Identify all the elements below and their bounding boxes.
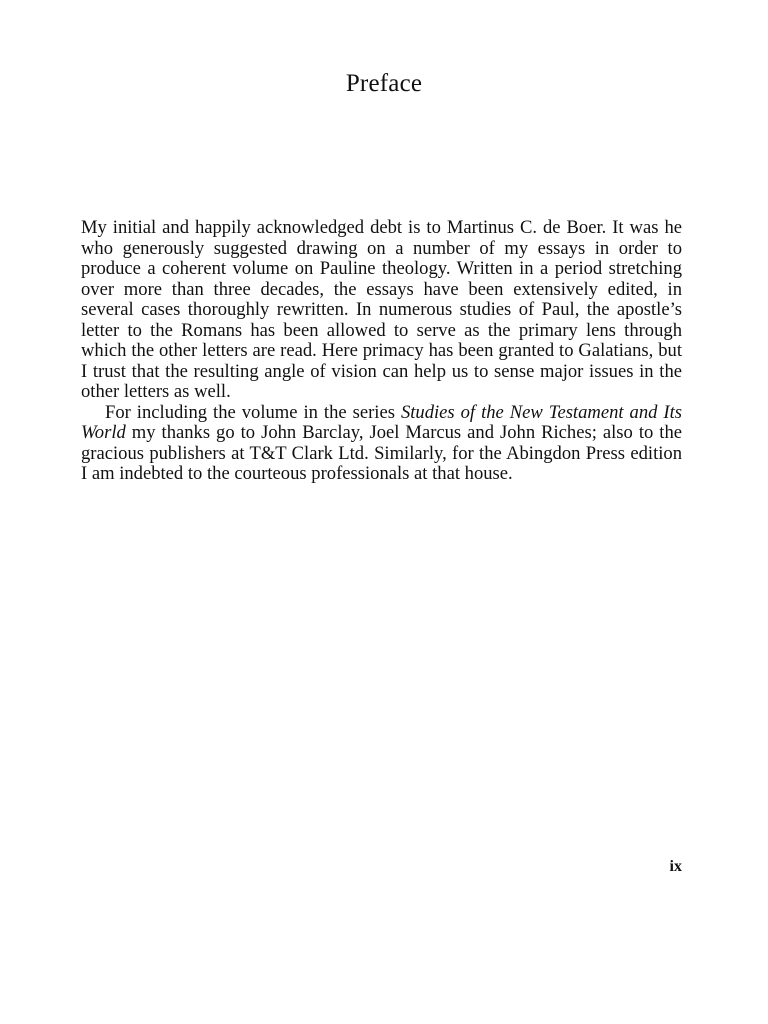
thanks-text: my thanks go to John Barclay, Joel Marcus and John Riches; also to the gracious publishers at T&T Clark Ltd. Similarly, for the Abingdon Press edition I am indebted to the courteous professionals at that house.: [81, 422, 682, 484]
paragraph-thanks: [81, 403, 682, 485]
series-title: Studies of the New Testament and Its World: [81, 401, 682, 443]
page-title: Preface: [345, 70, 423, 97]
series-intro-text: For including the volume in the series: [105, 401, 401, 423]
preface-body: [81, 218, 682, 485]
paragraph-acknowledgement: My initial and happily acknowledged debt is to Martinus C. de Boer. It was he who generously suggested drawing on a number of my essays in order to produce a coherent volume on Pauline theology. Written in a period stretching over more than three decades, the essays have been extensively edited, in several cases thoroughly rewritten. In numerous studies of Paul, the apostle’s letter to the Romans has been allowed to serve as the primary lens through which the other letters are read. Here primacy has been granted to Galatians, but I trust that the resulting angle of vision can help us to sense major issues in the other letters as well.: [81, 217, 682, 402]
page-number: ix: [669, 858, 682, 875]
